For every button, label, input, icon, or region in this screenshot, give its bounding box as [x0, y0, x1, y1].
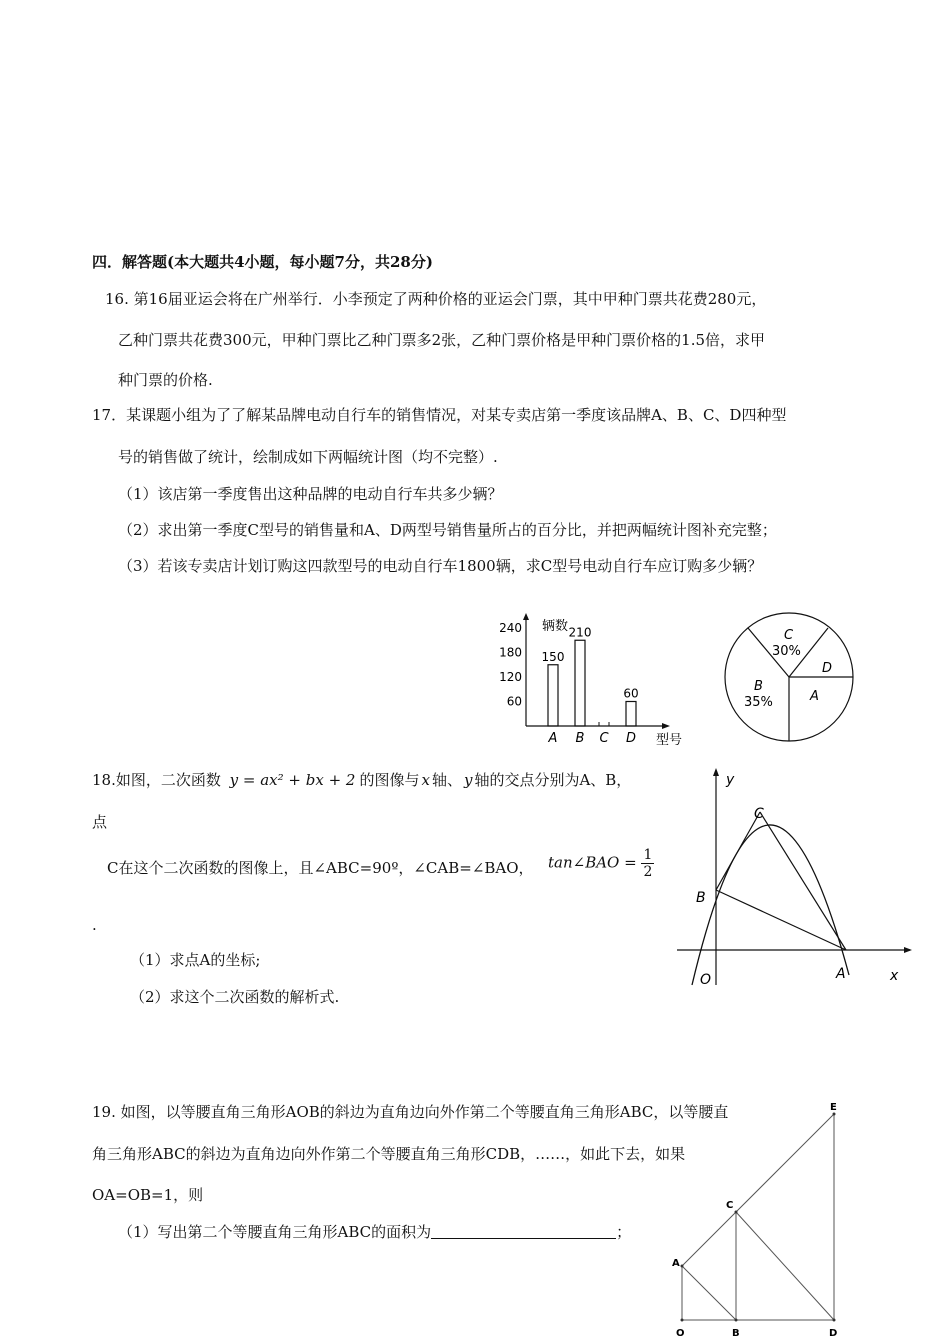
- fig19-label-c: C: [726, 1200, 734, 1211]
- bar-xlabel: 型号: [656, 733, 683, 748]
- q16-line3: 种门票的价格.: [118, 371, 213, 389]
- fig19-label-e: E: [830, 1102, 837, 1113]
- q18-y-axis-name: y: [463, 771, 473, 789]
- q18-prefix: 18.如图，二次函数: [92, 771, 221, 789]
- pie-label-d: D: [822, 661, 833, 676]
- parabola-figure: [672, 760, 912, 990]
- bar-data-label-A: 150: [541, 649, 565, 664]
- q19-sub1-end: ；: [616, 1223, 632, 1241]
- bar-ytick-label: 180: [499, 645, 522, 660]
- q18-sub1: （1）求点A的坐标;: [130, 951, 261, 969]
- q17-sub3: （3）若该专卖店计划订购这四款型号的电动自行车1800辆，求C型号电动自行车应订购多少辆？: [118, 557, 763, 575]
- q17-line2: 号的销售做了统计，绘制成如下两幅统计图（均不完整）.: [118, 448, 498, 466]
- bar-chart: [490, 610, 700, 750]
- q18-tan-expression: [548, 847, 654, 880]
- bar-ytick-label: 240: [499, 621, 522, 635]
- bar-A: [548, 665, 558, 726]
- q19-line3: OA=OB=1，则: [92, 1186, 204, 1204]
- bar-category-label-A: A: [548, 731, 558, 746]
- pie-label-b: B: [754, 679, 763, 694]
- fig18-x-arrow: [904, 947, 912, 953]
- fig19-label-a: A: [672, 1258, 680, 1269]
- bar-x-arrow: [662, 723, 670, 729]
- pie-label-c: C: [784, 628, 794, 643]
- q16-line1: 16. 第16届亚运会将在广州举行．小李预定了两种价格的亚运会门票，其中甲种门票共花费280元，: [105, 290, 767, 308]
- q18-suffix-a: 的图像与: [359, 771, 420, 789]
- fig19-point-a: [681, 1265, 684, 1268]
- fig18-segment-bc: [716, 812, 760, 890]
- bar-category-label-C: C: [599, 731, 609, 746]
- q19-line2: 角三角形ABC的斜边为直角边向外作第二个等腰直角三角形CDB，……，如此下去，如果: [92, 1145, 686, 1163]
- fig18-segment-ba: [716, 890, 846, 950]
- bar-D: [626, 702, 636, 727]
- q17-sub1: （1）该店第一季度售出这种品牌的电动自行车共多少辆？: [118, 485, 503, 503]
- fig18-label-o: O: [700, 972, 712, 988]
- q18-line1: [92, 770, 631, 790]
- triangle-spiral-figure: [668, 1096, 850, 1344]
- pie-pct-b: 35%: [744, 695, 773, 710]
- q18-formula: y = ax² + bx + 2: [229, 771, 356, 789]
- pie-chart: [722, 610, 862, 750]
- fig18-label-y: y: [726, 772, 735, 788]
- fig18-label-a: A: [836, 966, 846, 982]
- bar-category-label-D: D: [625, 731, 637, 746]
- bar-B: [575, 640, 585, 726]
- bar-ytick-label: 60: [506, 694, 522, 709]
- q18-line1b: 点: [92, 813, 108, 831]
- fig19-ab: [682, 1266, 736, 1320]
- q18-line2: C在这个二次函数的图像上，且∠ABC=90º，∠CAB=∠BAO，: [107, 859, 534, 877]
- q18-tan-den: 2: [643, 864, 653, 880]
- fig19-point-b: [735, 1319, 738, 1322]
- fig19-ce: [736, 1114, 834, 1212]
- bar-ytick-label: 120: [499, 670, 522, 684]
- q17-sub2: （2）求出第一季度C型号的销售量和A、D两型号销售量所占的百分比，并把两幅统计图补充完整；: [118, 521, 777, 539]
- q18-x-axis-name: x: [421, 771, 430, 789]
- fig19-point-d: [833, 1319, 836, 1322]
- q18-period: .: [92, 916, 97, 934]
- fig19-ac: [682, 1212, 736, 1266]
- fig18-label-c: C: [754, 806, 764, 822]
- q16-line2: 乙种门票共花费300元，甲种门票比乙种门票多2张，乙种门票价格是甲种门票价格的1.5倍，求甲: [118, 331, 766, 349]
- q18-suffix-b: 轴、: [431, 771, 462, 789]
- bar-category-label-B: B: [575, 731, 585, 746]
- bar-data-label-B: 210: [568, 625, 592, 640]
- fig19-label-d: D: [829, 1328, 838, 1339]
- pie-label-a: A: [810, 689, 819, 704]
- bar-y-arrow: [523, 613, 529, 620]
- q19-sub1-text: （1）写出第二个等腰直角三角形ABC的面积为: [118, 1223, 432, 1241]
- q18-sub2: （2）求这个二次函数的解析式.: [130, 988, 340, 1006]
- fig18-label-x: x: [890, 968, 899, 984]
- q18-tan-fraction: [641, 847, 654, 880]
- fig19-cd: [736, 1212, 834, 1320]
- fig18-y-arrow: [713, 768, 719, 776]
- fig19-point-o: [681, 1319, 684, 1322]
- q17-line1: 17．某课题小组为了了解某品牌电动自行车的销售情况，对某专卖店第一季度该品牌A、B、C、D四种型: [92, 406, 787, 424]
- fig18-segment-ca: [760, 812, 846, 950]
- fig19-label-b: B: [732, 1328, 740, 1339]
- q18-tan-text: tan∠BAO =: [548, 853, 637, 872]
- q19-answer-blank[interactable]: [431, 1224, 616, 1239]
- section-heading: 四．解答题(本大题共4小题，每小题7分，共28分): [92, 253, 433, 271]
- bar-data-label-D: 60: [623, 686, 639, 701]
- pie-pct-c: 30%: [772, 644, 801, 659]
- q19-line1: 19. 如图，以等腰直角三角形AOB的斜边为直角边向外作第二个等腰直角三角形ABC，以等腰直: [92, 1103, 729, 1121]
- fig19-point-c: [735, 1211, 738, 1214]
- q18-suffix-c: 轴的交点分别为A、B，: [474, 771, 632, 789]
- fig19-label-o: O: [676, 1328, 685, 1339]
- q18-tan-num: 1: [643, 847, 653, 863]
- bar-ylabel: 辆数: [542, 619, 569, 634]
- q19-sub1: [118, 1222, 631, 1242]
- fig18-label-b: B: [696, 890, 706, 906]
